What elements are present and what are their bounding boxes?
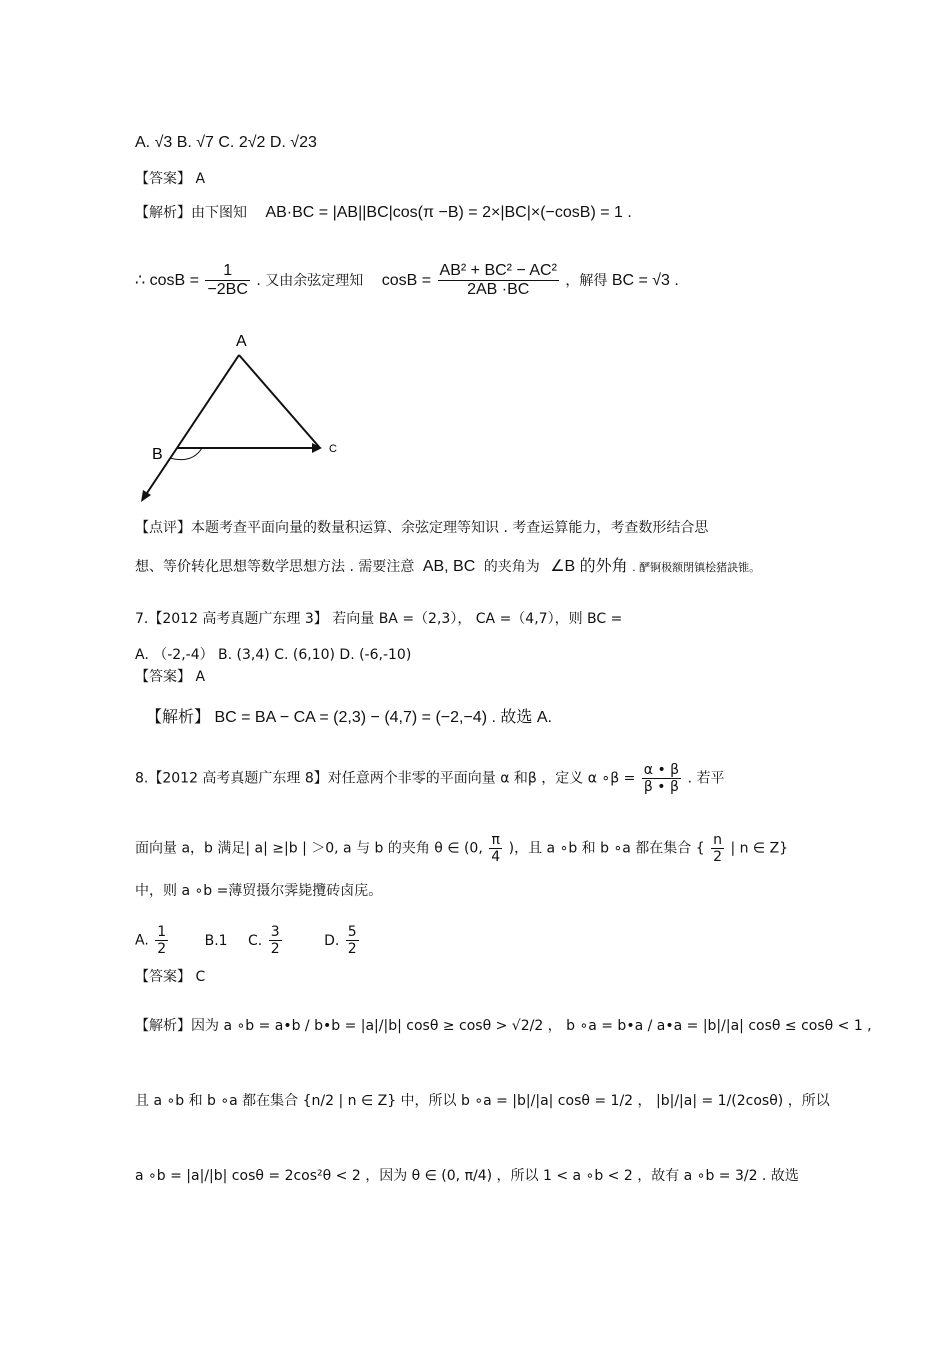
q8-two: 2 (713, 849, 722, 866)
q6-cosine-law-text: . 又由余弦定理知 (256, 272, 364, 289)
q6-cosb-lhs: ∴ cosB = (135, 271, 199, 289)
q7-solution: 【解析】 BC = BA − CA = (2,3) − (4,7) = (−2,−4) . 故选 A. (146, 709, 552, 726)
q8-opt-d-den: 2 (347, 941, 357, 958)
q6-frac-den: −2BC (207, 281, 248, 299)
q8-pi-frac (489, 832, 502, 865)
q8-stem-line3: 中，则 a ∘b =薄贸摄尔霁毙攬砖卤庑。 (135, 883, 383, 899)
arrowhead-ext (141, 490, 151, 502)
label-a: A (236, 333, 247, 350)
q8-def-den: β • β (643, 779, 679, 796)
label-b: B (152, 446, 163, 463)
q6-sol-label: 【解析】由下图知 (135, 205, 247, 221)
q8-solution-line1: 【解析】因为 a ∘b = a•b / b•b = |a|/|b| cosθ ≥ cosθ > √2/2 ， b ∘a = b•a / a•a = |b|/|a| cosθ ≤ cosθ < 1 , (135, 1018, 872, 1034)
q8-opt-d-label: D. (324, 932, 340, 949)
q8-stem2-c: | n ∈ Z} (730, 840, 789, 857)
triangle-figure (130, 330, 350, 510)
q6-solve-text: ，解得 (565, 272, 608, 289)
q8-opt-d-num: 5 (347, 924, 357, 940)
q8-solution-line2: 且 a ∘b 和 b ∘a 都在集合 {n/2 | n ∈ Z} 中，所以 b ∘a = |b|/|a| cosθ = 1/2 ， |b|/|a| = 1/(2cosθ) ，所以 (135, 1093, 830, 1109)
q8-opt-d-frac (346, 924, 359, 957)
q6-result: BC = √3 . (611, 271, 679, 289)
q8-stem-line1 (135, 762, 724, 795)
q6-cosine-law-frac (438, 262, 559, 300)
q7-stem: 7.【2012 高考真题广东理 3】 若向量 BA =（2,3）， CA =（4,7），则 BC = (135, 611, 623, 627)
q8-def-num: α • β (643, 762, 680, 778)
q8-opt-b: B.1 (204, 932, 228, 949)
q8-opt-c-frac (269, 924, 282, 957)
q8-opt-a-frac (155, 924, 168, 957)
q8-opt-a-label: A. (135, 932, 149, 949)
q6-frac2-num: AB² + BC² − AC² (438, 262, 559, 281)
q8-stem2-a: 面向量 a，b 满足| a| ≥|b | ＞0, a 与 b 的夹角 θ ∈ (0, (135, 840, 483, 857)
q6-cosb-frac (205, 262, 249, 300)
q8-opt-c-den: 2 (270, 941, 280, 958)
q6-comment-tail: . 酽锕极额閉镇桧猪訣锥。 (632, 561, 761, 574)
q8-stem-a: 8.【2012 高考真题广东理 8】对任意两个非零的平面向量 α 和β ，定义 α ∘β = (135, 770, 636, 787)
q6-comment-vectors: AB, BC (422, 558, 476, 575)
q8-four: 4 (491, 849, 501, 866)
q8-opt-a-den: 2 (157, 941, 167, 958)
label-c: C (329, 443, 337, 455)
q8-answer: 【答案】 C (135, 969, 206, 985)
q8-stem2-b: )，且 a ∘b 和 b ∘a 都在集合 { (508, 840, 705, 857)
q6-sol-expr: AB·BC = |AB||BC|cos(π −B) = 2×|BC|×(−cosB) = 1 . (265, 204, 632, 221)
q8-n-frac (711, 832, 724, 865)
q6-frac-num: 1 (205, 262, 249, 281)
q8-opt-c-label: C. (248, 932, 263, 949)
q6-options: A. √3 B. √7 C. 2√2 D. √23 (135, 134, 317, 151)
q8-def-frac (642, 762, 681, 795)
q7-options: A. （-2,-4） B. (3,4) C. (6,10) D. (-6,-10) (135, 647, 412, 663)
q6-frac2-den: 2AB ·BC (467, 281, 530, 299)
q8-stem-b: . 若平 (687, 770, 725, 787)
side-ab (177, 355, 239, 448)
q6-comment-c: ∠B 的外角 (550, 558, 628, 575)
q6-comment-line1: 【点评】本题考查平面向量的数量积运算、余弦定理等知识 . 考查运算能力，考查数形结合思 (135, 520, 709, 536)
q7-answer: 【答案】 A (135, 669, 206, 685)
q6-solution-line2 (135, 262, 679, 300)
q6-cosb-lhs2: cosB = (381, 271, 432, 289)
q6-comment-a: 想、等价转化思想等数学思想方法 . 需要注意 (135, 559, 415, 575)
q8-stem-line2 (135, 832, 788, 865)
q6-comment-line2 (135, 559, 760, 575)
q8-solution-line3: a ∘b = |a|/|b| cosθ = 2cos²θ < 2 ，因为 θ ∈ (0, π/4) ，所以 1 < a ∘b < 2 ，故有 a ∘b = 3/2 . 故选 (135, 1168, 799, 1184)
q8-pi: π (489, 832, 502, 849)
q6-answer: 【答案】 A (135, 171, 206, 187)
q8-options (135, 924, 361, 957)
q6-solution-line1 (135, 205, 632, 221)
q8-n: n (711, 832, 724, 849)
q6-comment-b: 的夹角为 (483, 559, 540, 575)
q8-opt-a-num: 1 (157, 924, 167, 940)
q8-opt-c-num: 3 (270, 924, 280, 940)
side-ac (239, 355, 320, 448)
